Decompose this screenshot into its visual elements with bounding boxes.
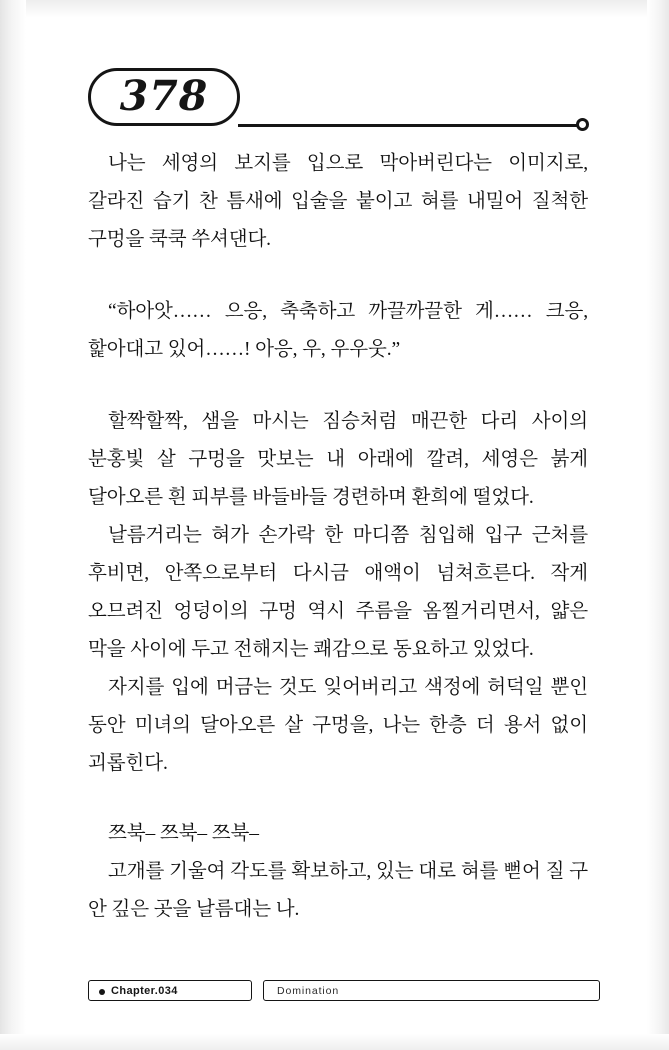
scan-shading-bottom (0, 1034, 669, 1050)
paragraph: 할짝할짝, 샘을 마시는 짐승처럼 매끈한 다리 사이의 분홍빛 살 구멍을 맛보는 내 아래에 깔려, 세영은 붉게 달아오른 흰 피부를 바들바들 경련하며 환희에 떨었다. (88, 411, 588, 508)
header-rule (238, 124, 583, 127)
body-text (88, 145, 588, 929)
section-label: Domination (277, 985, 340, 997)
page-number: 378 (119, 72, 209, 120)
bullet-dot-icon (99, 989, 105, 995)
dialogue-paragraph: “하아앗…… 으응, 축축하고 까끌까끌한 게…… 크응, 핥아대고 있어……! 아응, 우, 우우웃.” (88, 301, 588, 360)
page-footer (88, 980, 600, 1002)
paragraph-spacer (88, 783, 588, 815)
header-end-dot-icon (576, 118, 589, 131)
paragraph: 고개를 기울여 각도를 확보하고, 있는 대로 혀를 뻗어 질 구 안 깊은 곳을 날름대는 나. (88, 861, 588, 920)
chapter-badge (88, 980, 252, 1001)
scan-shading-left (0, 0, 26, 1050)
section-badge (263, 980, 600, 1001)
paragraph: 날름거리는 혀가 손가락 한 마디쯤 침입해 입구 근처를 후비면, 안쪽으로부터 다시금 애액이 넘쳐흐른다. 작게 오므려진 엉덩이의 구멍 역시 주름을 옴찔거리면서, 얇은 막을 사이에 두고 전해지는 쾌감으로 동요하고 있었다. (88, 525, 588, 660)
scan-shading-top (0, 0, 669, 18)
page-header (88, 68, 600, 134)
paragraph-spacer (88, 369, 588, 403)
paragraph: 자지를 입에 머금는 것도 잊어버리고 색정에 허덕일 뿐인 동안 미녀의 달아오른 살 구멍을, 나는 한층 더 용서 없이 괴롭힌다. (88, 677, 588, 774)
sfx-paragraph: 쯔북– 쯔북– 쯔북– (108, 823, 259, 844)
scan-shading-right (647, 0, 669, 1050)
paragraph: 나는 세영의 보지를 입으로 막아버린다는 이미지로, 갈라진 습기 찬 틈새에 입술을 붙이고 혀를 내밀어 질척한 구멍을 쿡쿡 쑤셔댄다. (88, 153, 588, 250)
paragraph-spacer (88, 259, 588, 293)
chapter-label: Chapter.034 (111, 985, 178, 997)
